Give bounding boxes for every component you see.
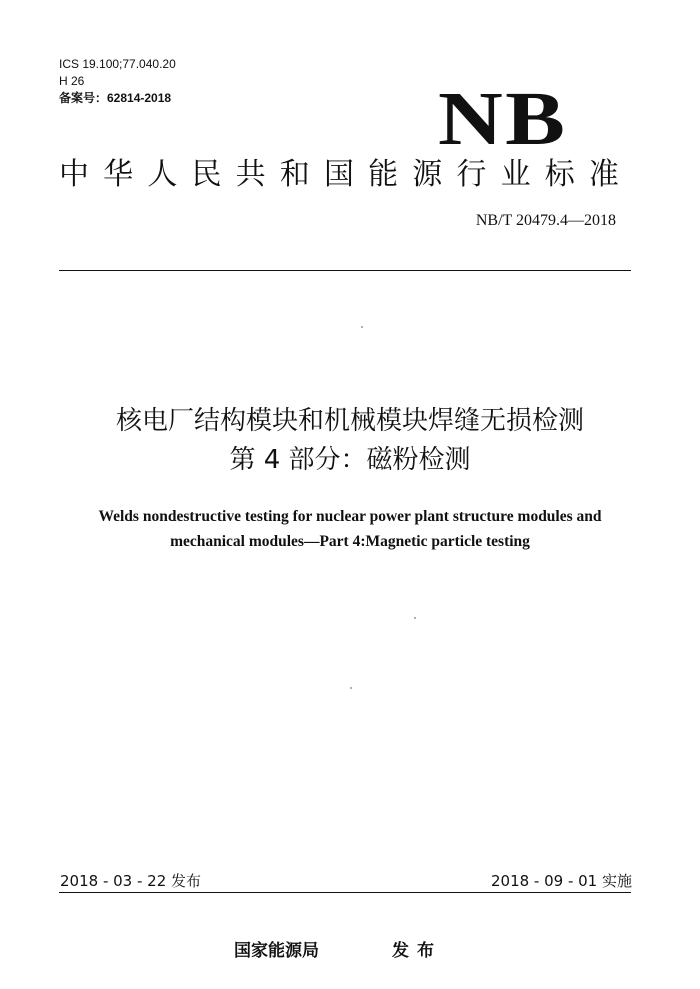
- title-char: 能: [368, 157, 399, 192]
- title-char: 人: [147, 157, 178, 192]
- title-char: 华: [103, 157, 134, 192]
- title-char: 国: [323, 157, 354, 192]
- title-char: 民: [191, 157, 222, 192]
- publish-date: 2018 - 03 - 22 发布: [60, 872, 202, 890]
- title-char: 标: [544, 157, 575, 192]
- classification-block: [59, 56, 176, 107]
- scan-speck: [414, 617, 416, 619]
- footer-divider: [59, 892, 631, 893]
- chinese-title-line-2: 第 4 部分：磁粉检测: [229, 445, 471, 475]
- english-title-line-1: Welds nondestructive testing for nuclear power plant structure modules and: [98, 508, 602, 525]
- title-char: 共: [235, 157, 266, 192]
- header-divider: [59, 270, 631, 271]
- english-title-line-2: mechanical modules—Part 4:Magnetic particle testing: [170, 533, 530, 550]
- title-char: 业: [500, 157, 531, 192]
- issuing-authority: 国家能源局: [234, 941, 319, 961]
- title-char: 和: [279, 157, 310, 192]
- title-char: 源: [412, 157, 443, 192]
- scan-speck: [361, 326, 363, 328]
- scan-speck: [350, 687, 352, 689]
- standard-category-title: [59, 157, 619, 193]
- ics-code: ICS 19.100;77.040.20: [59, 57, 176, 71]
- title-char: 准: [588, 157, 619, 192]
- title-char: 行: [456, 157, 487, 192]
- record-number: 备案号：62814-2018: [59, 91, 172, 105]
- issue-label: 发布: [392, 941, 442, 961]
- chinese-title-line-1: 核电厂结构模块和机械模块焊缝无损检测: [115, 406, 584, 436]
- nb-logo: NB: [438, 77, 568, 161]
- effective-date: 2018 - 09 - 01 实施: [490, 872, 632, 890]
- title-char: 中: [59, 157, 89, 192]
- standard-number: NB/T 20479.4—2018: [475, 212, 616, 229]
- classification-code: H 26: [59, 74, 85, 88]
